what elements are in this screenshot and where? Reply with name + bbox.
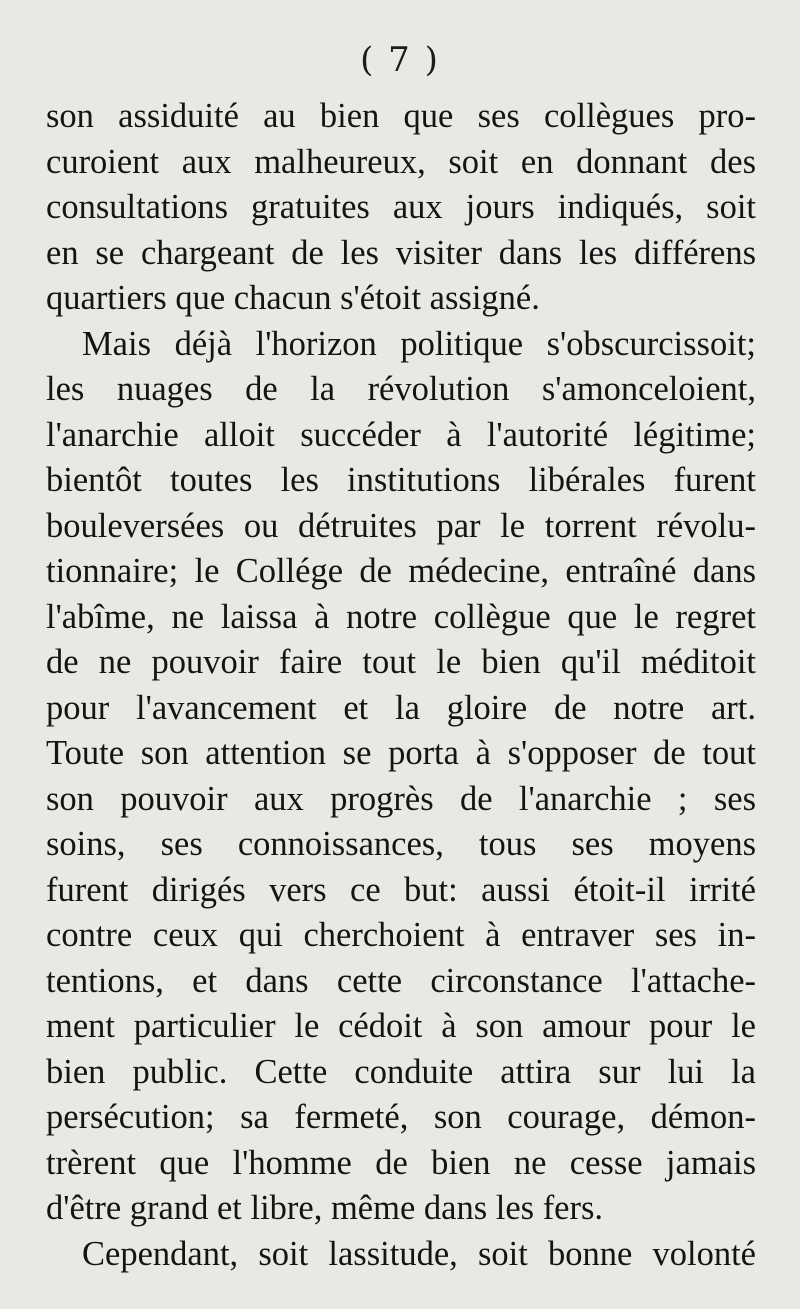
- text-line: d'être grand et libre, même dans les fers.: [46, 1189, 604, 1227]
- text-line: l'anarchie alloit succéder à l'autorité légitime;: [46, 415, 756, 454]
- text-line: bien public. Cette conduite attira sur lui la: [46, 1052, 756, 1091]
- text-line: quartiers que chacun s'étoit assigné.: [46, 279, 540, 317]
- text-line: soins, ses connoissances, tous ses moyens: [46, 825, 756, 863]
- text-line: ment particulier le cédoit à son amour pour le: [46, 1007, 756, 1045]
- text-line: les nuages de la révolution s'amonceloient,: [46, 370, 756, 408]
- body-text: [46, 94, 756, 1277]
- text-line: son assiduité au bien que ses collègues pro-: [46, 97, 756, 135]
- text-line: Mais déjà l'horizon politique s'obscurcissoit;: [82, 324, 756, 363]
- text-line: en se chargeant de les visiter dans les différens: [46, 233, 756, 272]
- text-line: consultations gratuites aux jours indiqués, soit: [46, 188, 756, 226]
- text-line: Toute son attention se porta à s'opposer de tout: [46, 734, 756, 772]
- page-number: ( 7 ): [360, 40, 440, 80]
- text-line: de ne pouvoir faire tout le bien qu'il méditoit: [46, 643, 756, 681]
- text-line: contre ceux qui cherchoient à entraver ses in-: [46, 916, 756, 954]
- text-line: bientôt toutes les institutions libérales furent: [46, 461, 756, 499]
- text-line: curoient aux malheureux, soit en donnant des: [46, 142, 756, 181]
- text-line: l'abîme, ne laissa à notre collègue que le regret: [46, 597, 756, 636]
- text-line: bouleversées ou détruites par le torrent révolu-: [46, 506, 756, 545]
- text-line: tentions, et dans cette circonstance l'attache-: [46, 961, 756, 1000]
- text-line: trèrent que l'homme de bien ne cesse jamais: [46, 1143, 756, 1182]
- text-line: son pouvoir aux progrès de l'anarchie ; ses: [46, 779, 756, 818]
- text-line: pour l'avancement et la gloire de notre art.: [46, 688, 756, 727]
- text-line: tionnaire; le Collége de médecine, entraîné dans: [46, 552, 756, 590]
- text-line: persécution; sa fermeté, son courage, démon-: [46, 1098, 756, 1136]
- text-line: furent dirigés vers ce but: aussi étoit-il irrité: [46, 870, 756, 909]
- text-line: Cependant, soit lassitude, soit bonne volonté: [82, 1234, 756, 1273]
